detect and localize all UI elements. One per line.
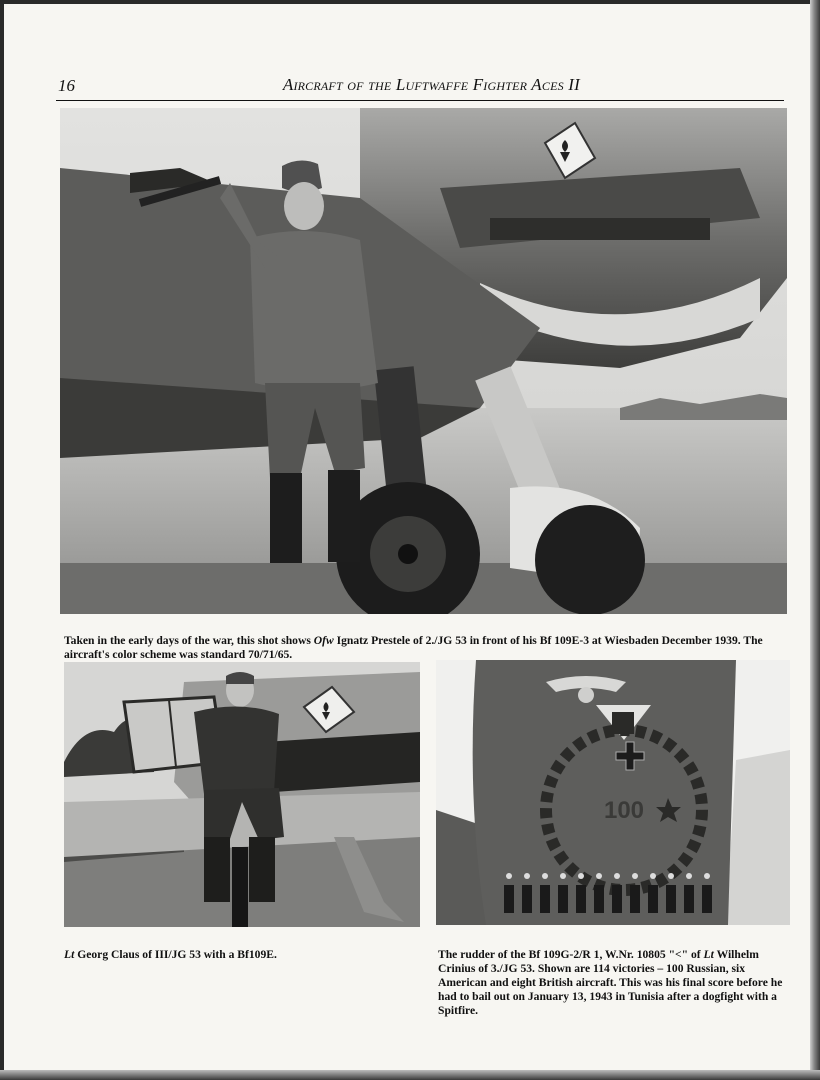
caption-rudder-text-end: Wilhelm Crinius of 3./JG 53. Shown are 114 victories – 100 Russian, six American and eight British aircraft. This was his final score before he had to bail out on January 13, 1943 in Tunisia after a dogfight with a Spitfire. (438, 947, 783, 1018)
rudder-painted-number: 100 (603, 797, 645, 824)
caption-main-rank: Ofw (313, 633, 334, 647)
page-number: 16 (58, 76, 75, 95)
caption-rudder-text-start: The rudder of the Bf 109G-2/R 1, W.Nr. 10805 "<" of (438, 947, 701, 961)
photo-claus-bf109e (64, 662, 420, 927)
caption-claus-text: Georg Claus of III/JG 53 with a Bf109E. (77, 947, 277, 961)
caption-claus (64, 948, 394, 962)
caption-main-text-end: Ignatz Prestele of 2./JG 53 in front of his Bf 109E-3 at Wiesbaden December 1939. The aircraft's color scheme was standard 70/71/65. (64, 633, 763, 661)
caption-rudder (438, 948, 788, 1019)
page-edge-bottom (0, 1070, 820, 1080)
caption-claus-rank: Lt (64, 947, 75, 961)
photo-crinius-rudder (436, 660, 790, 925)
running-title: Aircraft of the Luftwaffe Fighter Aces II (282, 75, 580, 94)
caption-main (64, 634, 786, 662)
caption-main-text-start: Taken in the early days of the war, this shot shows (64, 633, 311, 647)
page-edge-right (810, 0, 820, 1080)
caption-rudder-rank: Lt (703, 947, 714, 961)
photo-prestele-bf109 (60, 108, 787, 614)
page-header (56, 74, 784, 101)
